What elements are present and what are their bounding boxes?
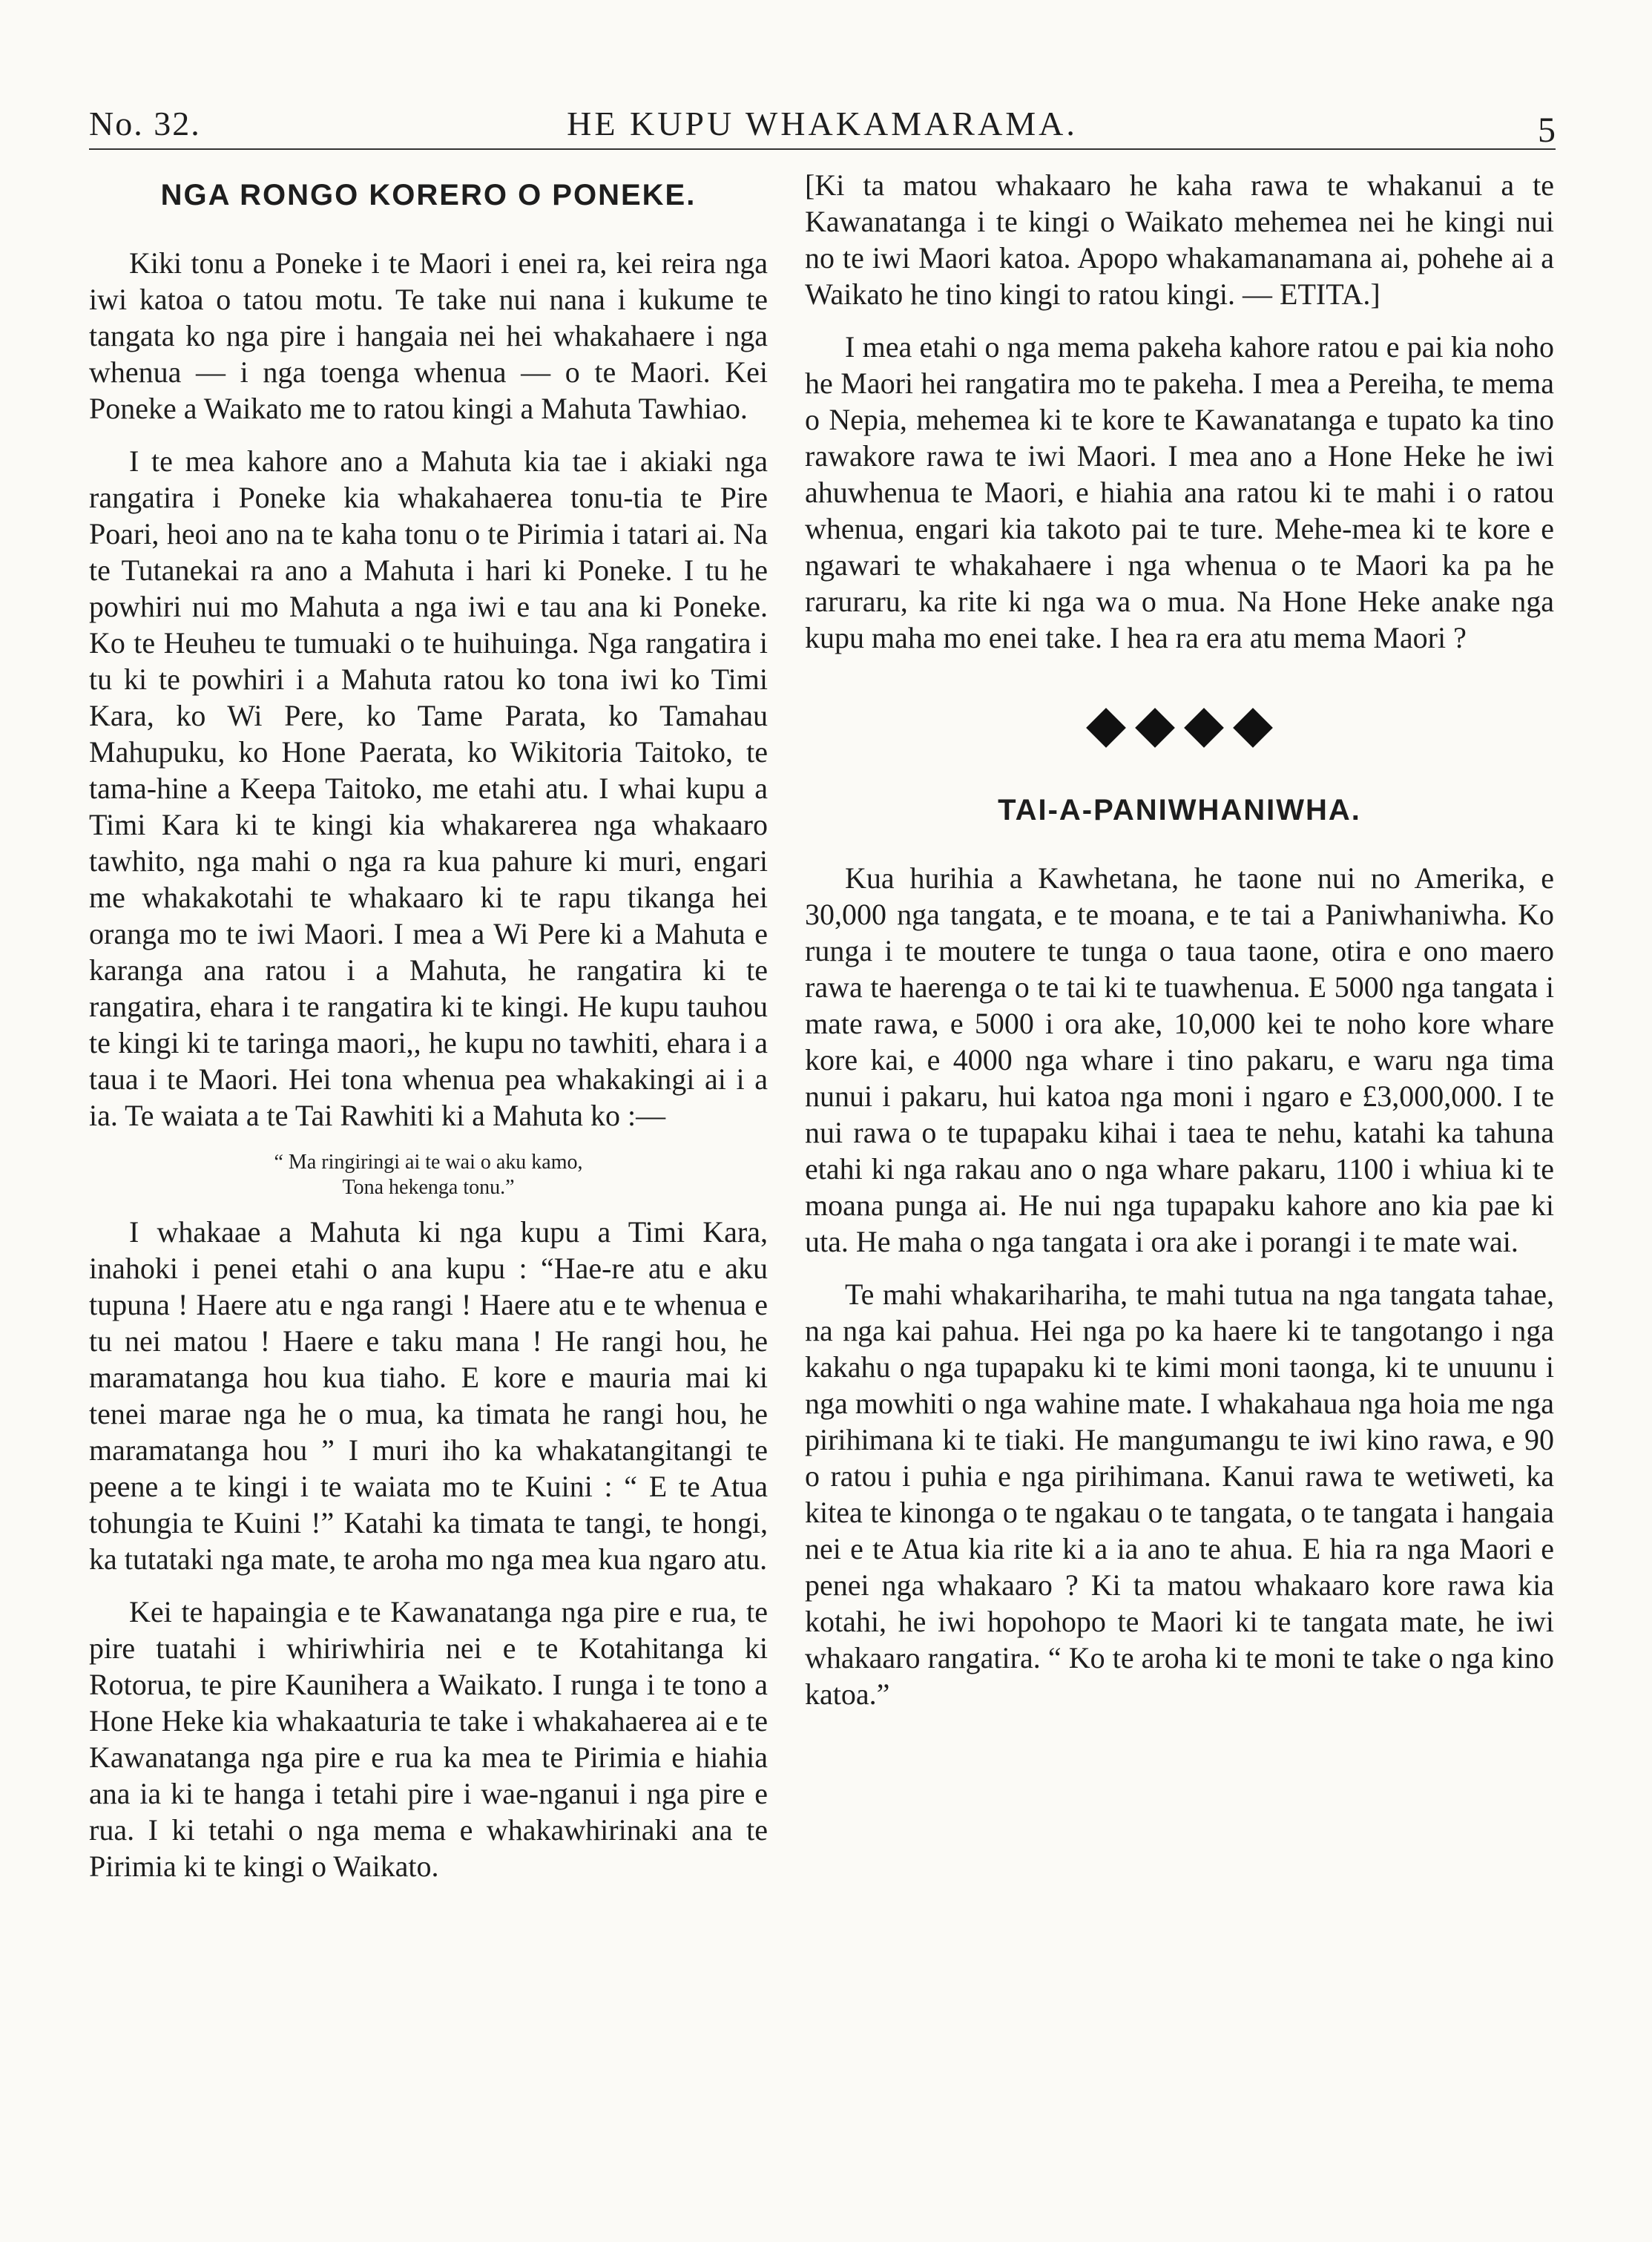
issue-number: No. 32. xyxy=(89,105,201,142)
editor-note: [Ki ta matou whakaaro he kaha rawa te whakanui a te Kawanatanga i te kingi o Waikato mehemea nei he kingi nui no te iwi Maori katoa. Apopo whakamanamana ai, pohehe ai a Waikato he tino kingi to ratou kingi. — ETITA.] xyxy=(805,168,1554,311)
article-paragraph: Kei te hapaingia e te Kawanatanga nga pire e rua, te pire tuatahi i whiriwhiria nei e te Kotahitanga ki Rotorua, te pire Kaunihera a Waikato. I runga i te tono a Hone Heke kia whakaaturia te take i whakahaerea ai e te Kawanatanga nga pire e rua ka mea te Pirimia e hiahia ana ia ki te hanga i tetahi pire i wae-nganui i nga pire e rua. I ki tetahi o nga mema e whakawhirinaki ana te Pirimia ki te kingi o Waikato. xyxy=(89,1595,768,1883)
left-column xyxy=(89,167,768,1901)
song-verse xyxy=(89,1150,768,1200)
article-paragraph: I te mea kahore ano a Mahuta kia tae i akiaki nga rangatira i Poneke kia whakahaerea tonu-tia te Pire Poari, heoi ano na te kaha tonu o te Pirimia i tatari ai. Na te Tutanekai ra ano a Mahuta i hari ki Poneke. I tu he powhiri nui mo Mahuta a nga iwi e tau ana ki Poneke. Ko te Heuheu te tumuaki o te huihuinga. Nga rangatira i tu ki te powhiri i a Mahuta ratou ko tona iwi ko Timi Kara, ko Wi Pere, ko Tame Parata, ko Tamahau Mahupuku, ko Hone Paerata, ko Wikitoria Taitoko, te tama-hine a Keepa Taitoko, me etahi atu. I whai kupu a Timi Kara ki te kingi kia whakarerea nga whakaaro tawhito, nga mahi o nga ra kua pahure ki muri, engari me whakakotahi te whakaaro ki te rapu tikanga hei oranga mo te iwi Maori. I mea a Wi Pere ki a Mahuta e karanga ana ratou i a Mahuta, he rangatira ki te rangatira, ehara i te rangatira ki te kingi. He kupu tauhou te kingi ki te taringa maori,, he kupu no tawhiti, ehara i a taua i te Maori. Hei tona whenua pea whakakingi ai i a ia. Te waiata a te Tai Rawhiti ki a Mahuta ko :— xyxy=(89,444,768,1132)
page-header xyxy=(89,104,1556,150)
diamond-icon xyxy=(1233,708,1273,748)
section-divider-ornament xyxy=(805,706,1554,749)
verse-line: Tona hekenga tonu.” xyxy=(342,1176,515,1199)
article-paragraph: Te mahi whakarihariha, te mahi tutua na nga tangata tahae, na nga kai pahua. Hei nga po ka haere ki te tangotango i nga kakahu o nga tupapaku ki te kimi moni taonga, ki te unuunu i nga mowhiti o nga wahine mate. I whakahaua nga hoia me nga pirihimana ki te tiaki. He mangumangu te iwi kino rawa, e 90 o ratou i puhia e nga pirihimana. Kanui rawa te wetiweti, ka kitea te kinonga o te ngakau o te tangata, o te tangata i hangaia nei e te Atua kia rite ki a ia ano te ahua. E hia ra nga Maori e penei nga whakaaro ? Ki ta matou whakaaro kore rawa kia kotahi, he iwi hopohopo te Maori ki te tangata mate, he iwi whakaaro rangatira. “ Ko te aroha ki te moni te take o nga kino katoa.” xyxy=(805,1278,1554,1711)
page-number: 5 xyxy=(1538,111,1556,150)
article-paragraph: I mea etahi o nga mema pakeha kahore ratou e pai kia noho he Maori hei rangatira mo te pakeha. I mea a Pereiha, te mema o Nepia, mehemea ki te kore te Kawanatanga e tupato ka tino rawakore rawa te iwi Maori. I mea ano a Hone Heke he iwi ahuwhenua te Maori, e hiahia ana ratou ki te mahi i o ratou whenua, engari kia takoto pai te ture. Mehe-mea ki te kore e ngawari te whakahaere i nga whenua o te Maori ka pa he raruraru, ka rite ki nga wa o mua. Na Hone Heke anake nga kupu maha mo enei take. I hea ra era atu mema Maori ? xyxy=(805,330,1554,654)
article-paragraph: Kiki tonu a Poneke i te Maori i enei ra, kei reira nga iwi katoa o tatou motu. Te take nui nana i kukume te tangata ko nga pire i hangaia nei hei whakahaere i nga whenua — i nga toenga whenua — o te Maori. Kei Poneke a Waikato me to ratou kingi a Mahuta Tawhiao. xyxy=(89,246,768,425)
diamond-icon xyxy=(1135,708,1175,748)
article-paragraph: I whakaae a Mahuta ki nga kupu a Timi Kara, inahoki i penei etahi o ana kupu : “Hae-re atu e aku tupuna ! Haere atu e nga rangi ! Haere atu e te whenua e tu nei matou ! Haere e taku mana ! He rangi hou, he maramatanga hou kua tiaho. E kore e mauria mai ki tenei marae nga he o mua, ka timata he rangi hou, he maramatanga hou ” I muri iho ka whakatangitangi te peene a te kingi i te waiata mo te Kuini : “ E te Atua tohungia te Kuini !” Katahi ka timata te tangi, te hongi, ka tutataki nga mate, te aroha mo nga mea kua ngaro atu. xyxy=(89,1215,768,1576)
article-headline-poneke: NGA RONGO KORERO O PONEKE. xyxy=(160,179,697,211)
article-paragraph: Kua hurihia a Kawhetana, he taone nui no Amerika, e 30,000 nga tangata, e te moana, e te tai a Paniwhaniwha. Ko runga i te moutere te tunga o taua taone, otira e ono maero rawa te haerenga o te tai ki te tuawhenua. E 5000 nga tangata i mate rawa, e 5000 i ora ake, 10,000 kei te noho kore whare kore kai, e 4000 nga whare i tino pakaru, e waru nga tima nunui i pakaru, hui katoa nga moni i ngaro e £3,000,000. I te nui rawa o te tupapaku kihai i taea te nehu, katahi ka tahuna etahi ki nga rakau ano o nga whare pakaru, 1100 i whiua ki te moana punga ai. He nui nga tupapaku kahore ano kia pae ki uta. He maha o nga tangata i ora ake i porangi i te mate wai. xyxy=(805,861,1554,1258)
diamond-icon xyxy=(1086,708,1126,748)
publication-title: HE KUPU WHAKAMARAMA. xyxy=(567,105,1078,142)
diamond-icon xyxy=(1184,708,1224,748)
right-column xyxy=(805,167,1554,1729)
article-headline-paniwhaniwha: TAI-A-PANIWHANIWHA. xyxy=(998,794,1361,826)
verse-line: “ Ma ringiringi ai te wai o aku kamo, xyxy=(274,1151,583,1174)
